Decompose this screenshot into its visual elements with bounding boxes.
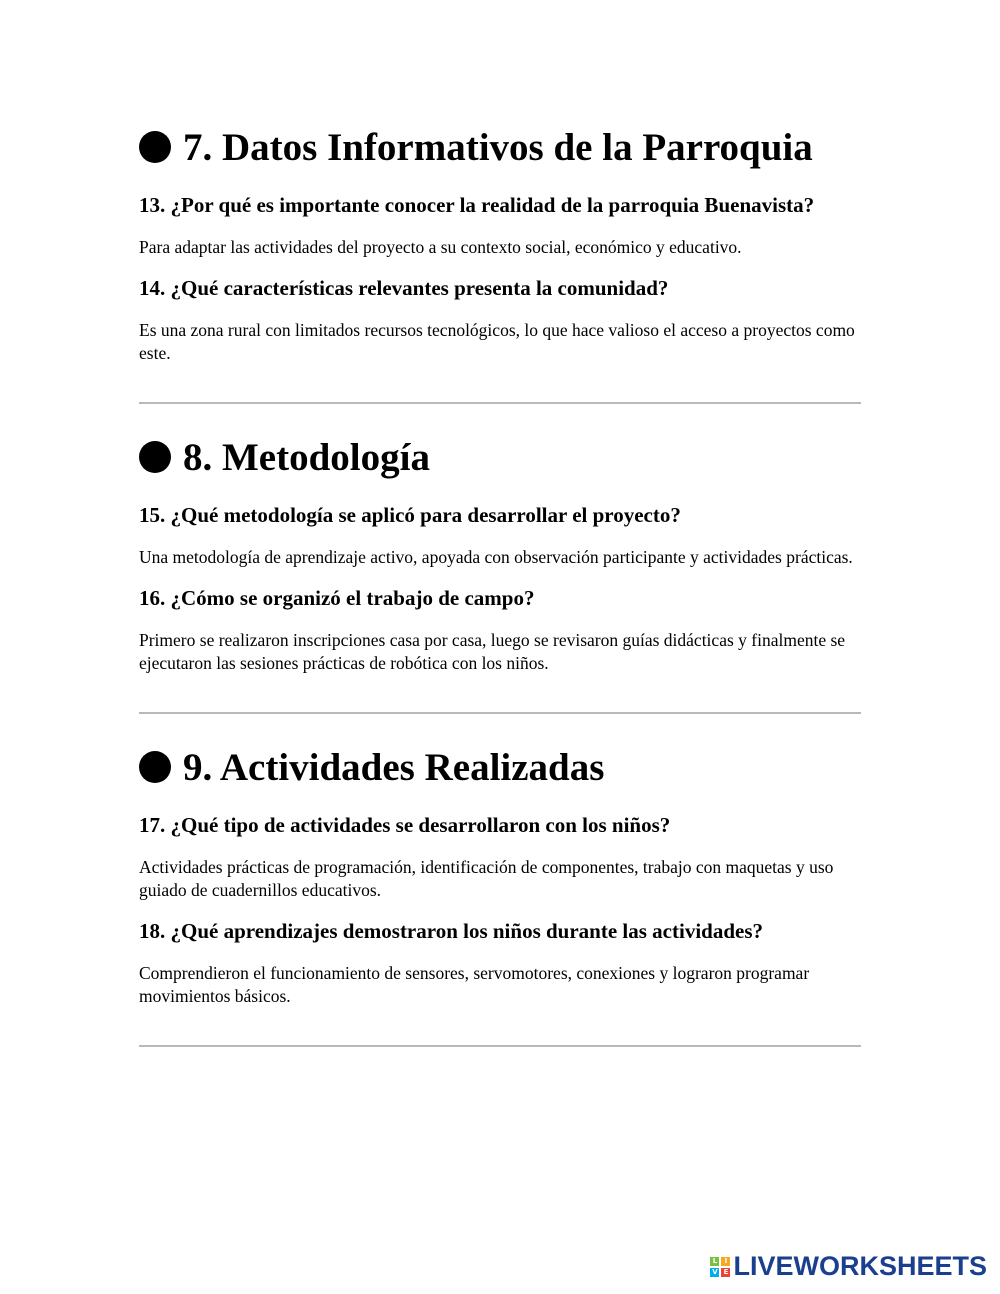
- bullet-icon: [139, 441, 171, 473]
- logo-letter: V: [712, 1267, 718, 1276]
- question-18: 18. ¿Qué aprendizajes demostraron los niños durante las actividades?: [139, 919, 764, 943]
- section-actividades-realizadas: [139, 738, 861, 1047]
- answer-15: Una metodología de aprendizaje activo, apoyada con observación participante y actividades prácticas.: [139, 547, 853, 567]
- logo-letter: L: [710, 1257, 719, 1266]
- section-heading: [139, 118, 861, 176]
- worksheet-page: [139, 118, 861, 1047]
- section-divider: [139, 712, 861, 714]
- liveworksheets-logo[interactable]: [710, 1253, 987, 1280]
- answer-18: Comprendieron el funcionamiento de sensores, servomotores, conexiones y lograron programar movimientos básicos.: [139, 963, 810, 1006]
- bullet-icon: [139, 131, 171, 163]
- section-title: 8. Metodología: [183, 435, 430, 479]
- logo-text: LIVEWORKSHEETS: [733, 1251, 987, 1281]
- question-14: 14. ¿Qué características relevantes presenta la comunidad?: [139, 276, 669, 300]
- section-divider: [139, 1045, 861, 1047]
- section-title: 7. Datos Informativos de la Parroquia: [183, 125, 813, 169]
- section-metodologia: [139, 428, 861, 714]
- question-17: 17. ¿Qué tipo de actividades se desarrollaron con los niños?: [139, 813, 671, 837]
- question-16: 16. ¿Cómo se organizó el trabajo de campo?: [139, 586, 535, 610]
- section-heading: [139, 738, 861, 796]
- section-datos-informativos: [139, 118, 861, 404]
- answer-17: Actividades prácticas de programación, identificación de componentes, trabajo con maquetas y uso guiado de cuadernillos educativos.: [139, 857, 834, 900]
- question-15: 15. ¿Qué metodología se aplicó para desarrollar el proyecto?: [139, 503, 681, 527]
- logo-letter: I: [721, 1257, 730, 1266]
- bullet-icon: [139, 751, 171, 783]
- question-13: 13. ¿Por qué es importante conocer la realidad de la parroquia Buenavista?: [139, 193, 815, 217]
- section-title: 9. Actividades Realizadas: [183, 745, 605, 789]
- section-heading: [139, 428, 861, 486]
- section-divider: [139, 402, 861, 404]
- answer-16: Primero se realizaron inscripciones casa por casa, luego se revisaron guías didácticas y finalmente se ejecutaron las sesiones prácticas de robótica con los niños.: [139, 630, 846, 673]
- logo-mark-icon: [710, 1257, 730, 1277]
- answer-13: Para adaptar las actividades del proyecto a su contexto social, económico y educativo.: [139, 237, 742, 257]
- answer-14: Es una zona rural con limitados recursos tecnológicos, lo que hace valioso el acceso a proyectos como este.: [139, 320, 855, 363]
- logo-letter: E: [721, 1268, 730, 1277]
